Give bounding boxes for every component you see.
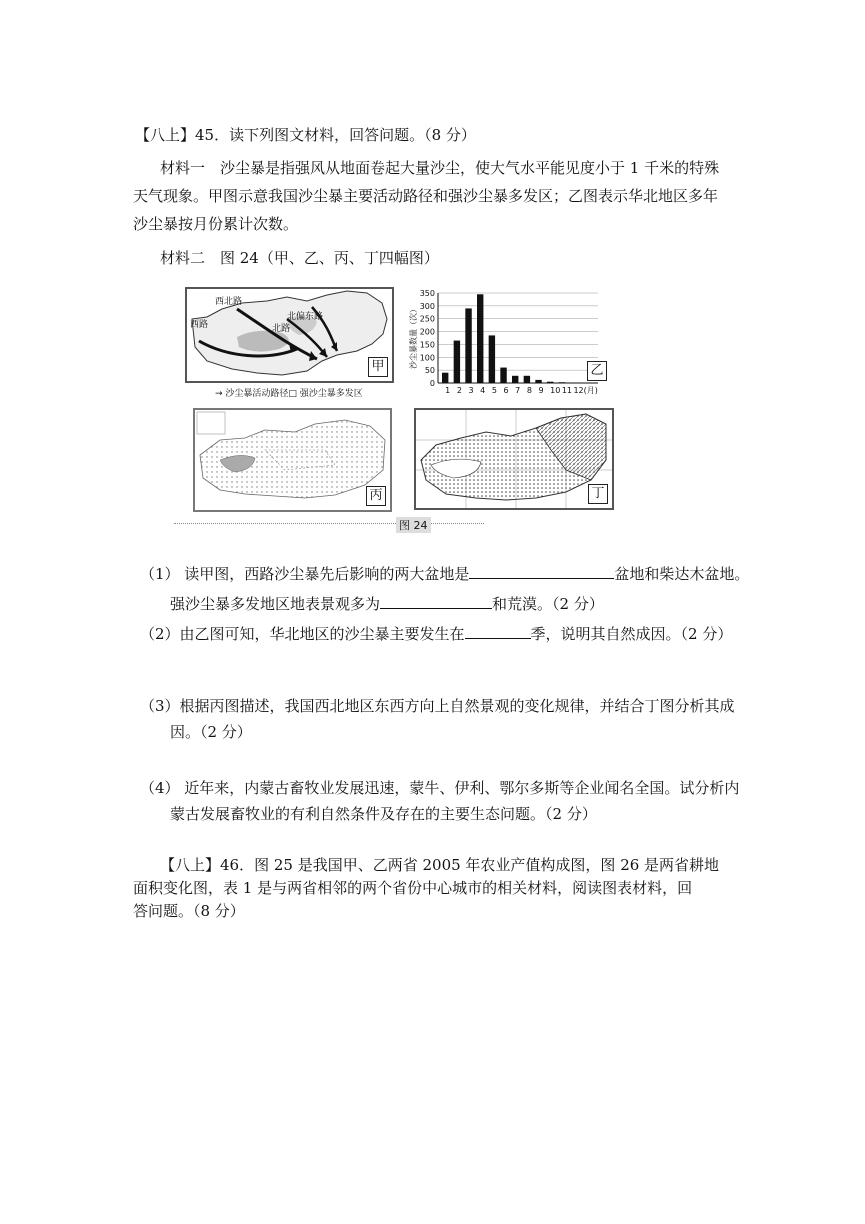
x-tick-label: 6 (503, 386, 509, 395)
figure-caption-dotted-line (174, 523, 484, 524)
landscape-map-svg (195, 410, 390, 510)
material1-line1: 材料一 沙尘暴是指强风从地面卷起大量沙尘，使大气水平能见度小于 1 千米的特殊 (160, 159, 720, 177)
y-axis-label: 沙尘暴数量（次） (409, 305, 418, 369)
bar-month-3 (465, 308, 471, 383)
q45-part1-line2 (170, 592, 604, 614)
route-beipiandong-label: 北偏东路 (287, 312, 324, 322)
q1-text-c: 强沙尘暴多发地区地表景观多为 (170, 595, 381, 613)
x-tick-label: 2 (456, 386, 462, 395)
figure-yi-chart (408, 287, 615, 399)
bar-month-4 (477, 294, 483, 383)
material1-line2: 天气现象。甲图示意我国沙尘暴主要活动路径和强沙尘暴多发区；乙图表示华北地区多年 (133, 187, 719, 205)
y-tick-label: 100 (419, 353, 435, 363)
q45-header: 【八上】45．读下列图文材料，回答问题。（8 分） (135, 126, 476, 144)
figure-bing-map (193, 408, 392, 512)
q45-part3-line1: （3）根据丙图描述，我国西北地区东西方向上自然景观的变化规律，并结合丁图分析其成 (140, 697, 735, 715)
y-tick-label: 200 (419, 327, 435, 337)
x-tick-label: 11 (561, 386, 573, 395)
q45-part2 (140, 622, 732, 644)
x-tick-label: 12(月) (573, 386, 598, 395)
bar-month-9 (535, 380, 541, 383)
y-tick-label: 50 (424, 366, 435, 376)
route-map-svg (187, 289, 392, 381)
bar-month-6 (500, 368, 506, 383)
q2-text-b: 季，说明其自然成因。（2 分） (530, 625, 733, 643)
answer-blank-basin[interactable] (469, 562, 614, 579)
figure-bing-tag: 丙 (366, 486, 386, 506)
q1-text-b: 盆地和柴达木盆地。 (614, 565, 750, 583)
q45-part3-line2: 因。（2 分） (170, 723, 252, 741)
x-tick-label: 5 (491, 386, 497, 395)
q45-part4-line1: （4） 近年来，内蒙古畜牧业发展迅速，蒙牛、伊利、鄂尔多斯等企业闻名全国。试分析内 (140, 779, 740, 797)
figure-24-caption: 图 24 (396, 517, 431, 533)
material1-line3: 沙尘暴按月份累计次数。 (133, 215, 299, 233)
answer-blank-season[interactable] (465, 622, 531, 639)
q45-part1-line1 (140, 562, 749, 584)
material2-line: 材料二 图 24（甲、乙、丙、丁四幅图） (160, 249, 439, 267)
route-xi-label: 西路 (190, 320, 209, 330)
figure-yi-tag: 乙 (587, 361, 607, 381)
bar-month-1 (442, 373, 448, 383)
y-tick-label: 350 (419, 289, 435, 298)
figure-jia-map (185, 287, 394, 383)
x-tick-label: 3 (468, 386, 474, 395)
y-tick-label: 250 (419, 314, 435, 324)
bar-month-7 (512, 376, 518, 383)
x-tick-label: 9 (538, 386, 544, 395)
q46-line2: 面积变化图，表 1 是与两省相邻的两个省份中心城市的相关材料，阅读图表材料，回 (133, 879, 693, 897)
q2-text-a: （2）由乙图可知，华北地区的沙尘暴主要发生在 (140, 625, 465, 643)
climate-map-svg (416, 410, 612, 508)
q46-line3: 答问题。（8 分） (133, 902, 245, 920)
x-tick-label: 10 (550, 386, 561, 395)
bar-month-2 (454, 341, 460, 383)
x-tick-label: 1 (445, 386, 451, 395)
y-tick-label: 0 (429, 379, 435, 388)
bar-month-8 (524, 376, 530, 383)
figure-ding-tag: 丁 (588, 484, 608, 504)
q1-text-d: 和荒漠。（2 分） (492, 595, 604, 613)
route-bei-label: 北路 (272, 324, 291, 334)
figure-jia-tag: 甲 (368, 357, 388, 377)
answer-blank-landscape[interactable] (380, 592, 492, 609)
y-tick-label: 300 (419, 301, 435, 311)
x-tick-label: 4 (480, 386, 486, 395)
bar-month-12 (570, 382, 576, 383)
x-tick-label: 8 (526, 386, 532, 395)
q1-text-a: （1） 读甲图，西路沙尘暴先后影响的两大盆地是 (140, 565, 470, 583)
bar-month-11 (559, 382, 565, 383)
dust-storm-bar-chart (408, 287, 615, 399)
figure-ding-map (414, 408, 614, 510)
x-tick-label: 7 (515, 386, 521, 395)
bar-month-5 (489, 335, 495, 383)
q46-line1: 【八上】46．图 25 是我国甲、乙两省 2005 年农业产值构成图，图 26 是两省耕地 (160, 856, 720, 874)
q45-part4-line2: 蒙古发展畜牧业的有利自然条件及存在的主要生态问题。（2 分） (170, 805, 597, 823)
figure-jia-legend: → 沙尘暴活动路径□ 强沙尘暴多发区 (215, 389, 363, 399)
route-xibei-label: 西北路 (215, 297, 243, 307)
y-tick-label: 150 (419, 340, 435, 350)
bar-month-10 (547, 382, 553, 383)
